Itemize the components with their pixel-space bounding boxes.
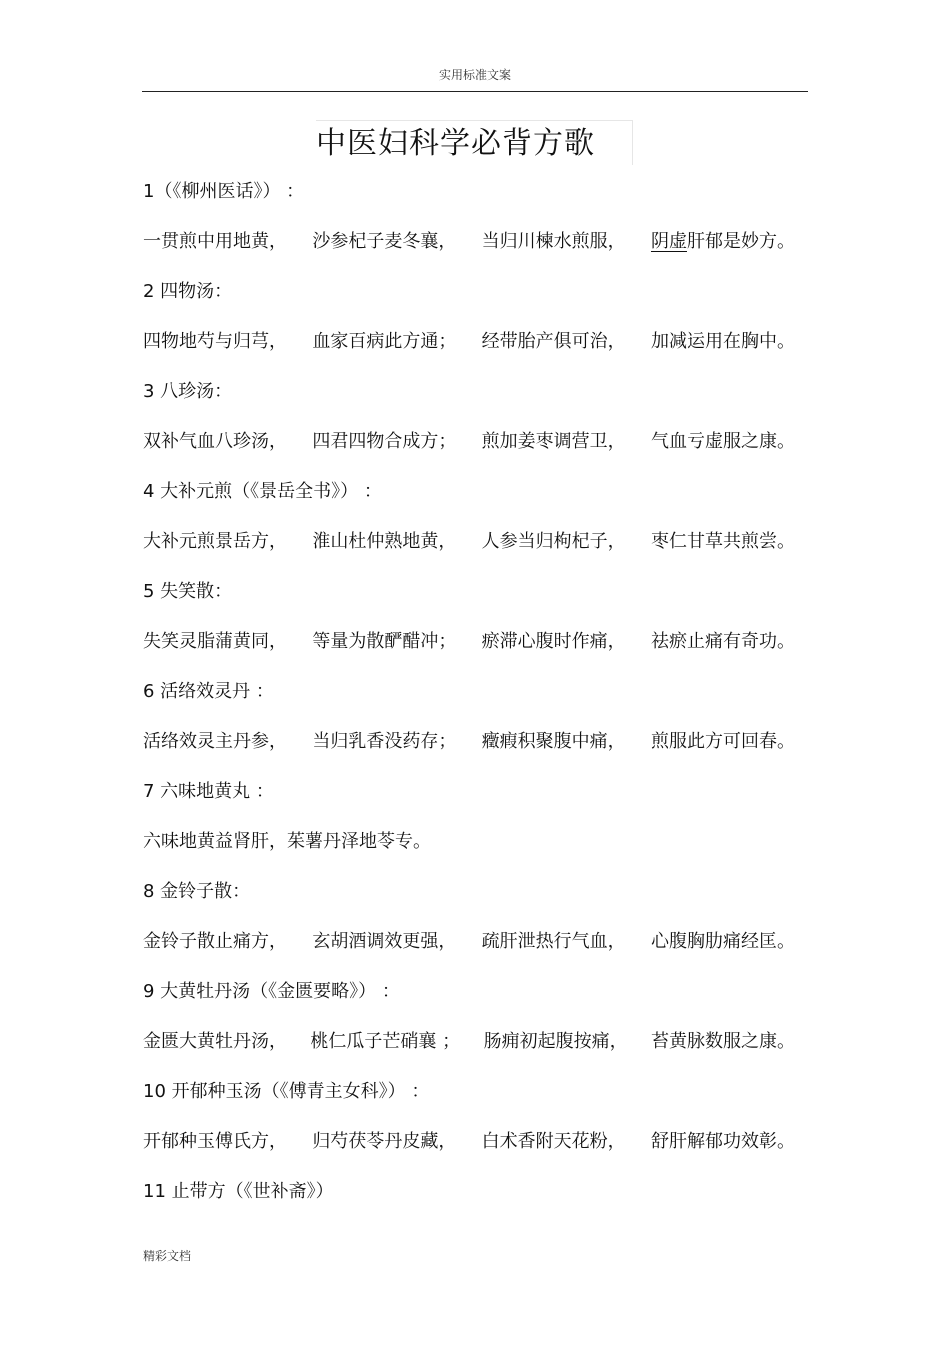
entry-verse: [143, 924, 795, 974]
formula-list: [143, 174, 808, 1224]
header-divider: [142, 91, 808, 92]
verse-phrase: 双补气血八珍汤，: [143, 431, 287, 452]
verse-phrase: 人参当归枸杞子，: [481, 531, 626, 552]
verse-phrase: 当归乳香没药存；: [312, 731, 457, 752]
verse-phrase: 煎服此方可回春。: [650, 731, 795, 752]
verse-phrase: 金铃子散止痛方，: [143, 931, 287, 952]
verse-phrase: 癥瘕积聚腹中痛，: [481, 731, 626, 752]
entry-heading: 10 开郁种玉汤（《傅青主女科》） ：: [143, 1081, 430, 1102]
entry-heading: 2 四物汤：: [143, 281, 233, 302]
verse-phrase: 四物地芍与归芎，: [143, 331, 287, 352]
verse-phrase: [651, 224, 795, 274]
verse-phrase: 苔黄脉数服之康。: [651, 1031, 795, 1052]
verse-phrase: 失笑灵脂蒲黄同，: [143, 631, 287, 652]
verse-phrase: 沙参杞子麦冬襄，: [312, 231, 457, 252]
entry-heading: 7 六味地黄丸 ：: [143, 781, 274, 802]
verse-phrase: 疏肝泄热行气血，: [481, 931, 626, 952]
verse-phrase: 祛瘀止痛有奇功。: [650, 631, 795, 652]
verse-phrase: 舒肝解郁功效彰。: [650, 1131, 795, 1152]
entry-heading: 5 失笑散：: [143, 581, 233, 602]
entry-heading: 4 大补元煎（《景岳全书》） ：: [143, 481, 382, 502]
verse-phrase: 等量为散酽醋冲；: [312, 631, 457, 652]
entry-verse: [143, 424, 795, 474]
verse-phrase: 肠痈初起腹按痛，: [483, 1031, 628, 1052]
document-title: 中医妇科学必背方歌: [316, 126, 595, 161]
underlined-term: 阴虚: [650, 231, 687, 252]
verse-phrase: 瘀滞心腹时作痛，: [481, 631, 626, 652]
entry-heading: 6 活络效灵丹 ：: [143, 681, 274, 702]
verse-phrase: 煎加姜枣调营卫，: [481, 431, 626, 452]
verse-phrase: 一贯煎中用地黄，: [143, 231, 287, 252]
verse-phrase: 白术香附天花粉，: [481, 1131, 626, 1152]
entry-heading: 1（《柳州医话》） ：: [143, 181, 305, 202]
verse-phrase: 血家百病此方通；: [312, 331, 457, 352]
verse-phrase: 淮山杜仲熟地黄，: [312, 531, 457, 552]
verse-phrase: 四君四物合成方；: [312, 431, 457, 452]
entry-verse: [143, 1024, 795, 1074]
verse-phrase: 经带胎产俱可治，: [481, 331, 626, 352]
entry-verse: [143, 624, 795, 674]
verse-phrase: 心腹胸肋痛经匡。: [650, 931, 795, 952]
entry-heading: 11 止带方（《世补斋》）: [143, 1181, 334, 1202]
entry-verse: [143, 524, 795, 574]
verse-phrase: 活络效灵主丹参，: [143, 731, 287, 752]
verse-phrase: 金匮大黄牡丹汤，: [143, 1031, 287, 1052]
entry-verse: [143, 824, 795, 874]
verse-phrase: 玄胡酒调效更强，: [312, 931, 457, 952]
entry-verse: [143, 1124, 795, 1174]
entry-verse: [143, 724, 795, 774]
page-footer: 精彩文档: [143, 1249, 192, 1263]
entry-heading: 3 八珍汤：: [143, 381, 233, 402]
verse-phrase: 桃仁瓜子芒硝襄 ；: [310, 1031, 461, 1052]
verse-phrase: 大补元煎景岳方，: [143, 531, 287, 552]
page-header: 实用标准文案: [438, 68, 511, 82]
entry-heading: 9 大黄牡丹汤（《金匮要略》） ：: [143, 981, 400, 1002]
verse-phrase: 归芍茯苓丹皮藏，: [312, 1131, 457, 1152]
verse-phrase: 当归川楝水煎服，: [481, 231, 626, 252]
entry-heading: 8 金铃子散：: [143, 881, 251, 902]
verse-phrase: 枣仁甘草共煎尝。: [650, 531, 795, 552]
verse-phrase: 六味地黄益肾肝，茱薯丹泽地苓专。: [143, 831, 431, 852]
verse-phrase-rest: 肝郁是妙方。: [686, 231, 795, 252]
verse-phrase: 加减运用在胸中。: [650, 331, 795, 352]
entry-verse: [143, 224, 795, 274]
entry-verse: [143, 324, 795, 374]
verse-phrase: 气血亏虚服之康。: [650, 431, 795, 452]
verse-phrase: 开郁种玉傅氏方，: [143, 1131, 287, 1152]
